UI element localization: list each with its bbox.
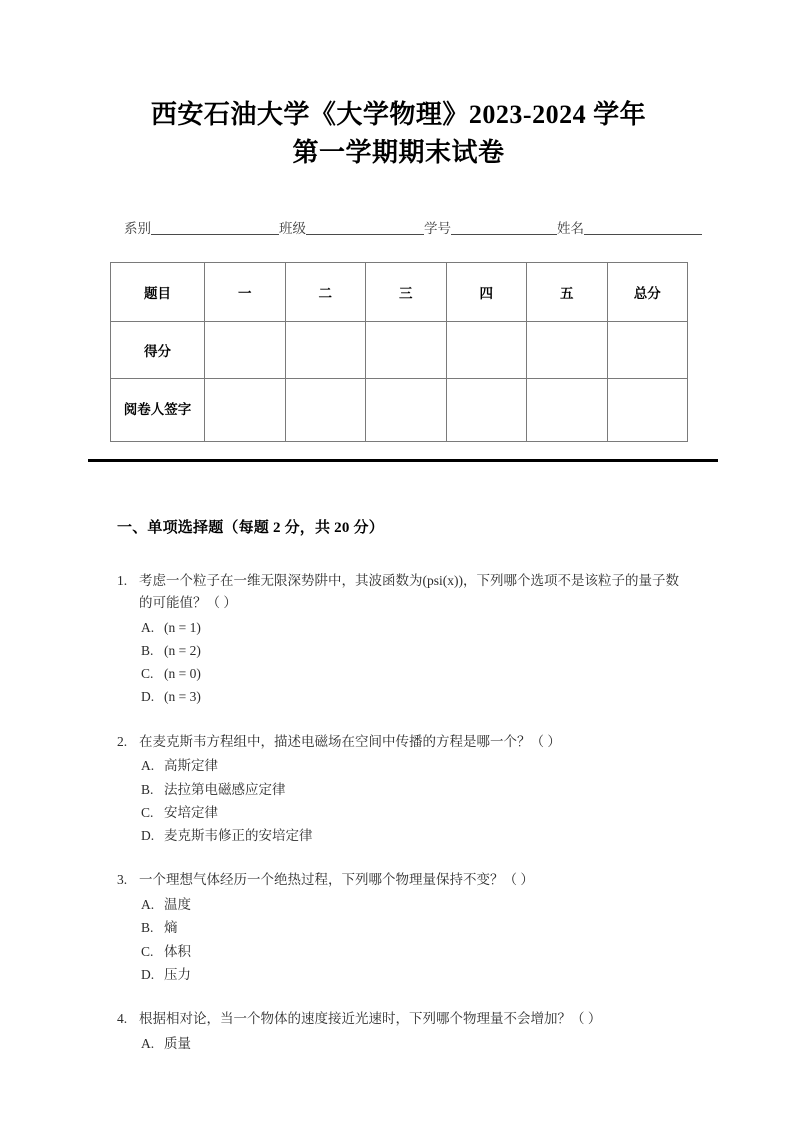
signature-cell[interactable]: [527, 379, 608, 442]
score-cell[interactable]: [205, 322, 286, 379]
option-item[interactable]: [141, 963, 679, 986]
option-letter: B.: [141, 920, 154, 936]
score-table-header-cell: 四: [446, 263, 527, 322]
question-list: [117, 570, 679, 1071]
signature-cell[interactable]: [205, 379, 286, 442]
option-text: 压力: [164, 966, 191, 982]
option-item[interactable]: [141, 801, 679, 824]
option-list: [117, 1032, 679, 1055]
name-field: [557, 221, 702, 235]
option-item[interactable]: [141, 639, 679, 662]
option-item[interactable]: [141, 916, 679, 939]
question-number: 2.: [117, 733, 128, 749]
option-text: 温度: [164, 897, 191, 913]
class-field: [279, 221, 424, 235]
option-item[interactable]: [141, 662, 679, 685]
score-cell[interactable]: [607, 322, 688, 379]
option-letter: B.: [141, 642, 154, 658]
question-number: 3.: [117, 872, 128, 888]
score-row-label: 得分: [111, 322, 205, 379]
question-item-4: [117, 1008, 679, 1055]
option-text: (n = 2): [164, 642, 201, 658]
question-body: 在麦克斯韦方程组中，描述电磁场在空间中传播的方程是哪一个？（ ）: [139, 733, 561, 749]
dept-label: 系别: [124, 220, 151, 236]
score-table-header-cell: 总分: [607, 263, 688, 322]
option-item[interactable]: [141, 754, 679, 777]
page-title: [0, 0, 793, 171]
option-item[interactable]: [141, 778, 679, 801]
option-letter: A.: [141, 897, 155, 913]
option-list: [117, 754, 679, 847]
option-text: 高斯定律: [164, 758, 218, 774]
student-id-label: 学号: [424, 220, 451, 236]
option-text: (n = 3): [164, 689, 201, 705]
option-text: 法拉第电磁感应定律: [164, 781, 286, 797]
score-table-header-cell: 题目: [111, 263, 205, 322]
option-text: 安培定律: [164, 804, 218, 820]
score-table-header-cell: 五: [527, 263, 608, 322]
question-body: 考虑一个粒子在一维无限深势阱中，其波函数为(psi(x))，下列哪个选项不是该粒子的量子数的可能值？（ ）: [139, 573, 679, 610]
section-heading-1: 一、单项选择题（每题 2 分，共 20 分）: [117, 520, 384, 536]
option-item[interactable]: [141, 824, 679, 847]
option-text: 熵: [164, 920, 178, 936]
score-table: [110, 262, 688, 442]
table-row-score: [111, 322, 688, 379]
option-item[interactable]: [141, 685, 679, 708]
option-list: [117, 893, 679, 986]
option-text: (n = 0): [164, 666, 201, 682]
option-text: (n = 1): [164, 619, 201, 635]
option-item[interactable]: [141, 616, 679, 639]
score-table-header-cell: 三: [366, 263, 447, 322]
score-cell[interactable]: [285, 322, 366, 379]
question-number: 1.: [117, 573, 128, 588]
signature-cell[interactable]: [366, 379, 447, 442]
option-letter: A.: [141, 1035, 155, 1051]
option-letter: A.: [141, 758, 155, 774]
question-item-3: [117, 869, 679, 986]
table-row-signature: [111, 379, 688, 442]
page-title-line-2: 第一学期期末试卷: [292, 137, 505, 167]
question-number: 4.: [117, 1011, 128, 1027]
option-item[interactable]: [141, 1032, 679, 1055]
option-letter: C.: [141, 943, 154, 959]
score-cell[interactable]: [527, 322, 608, 379]
score-table-header-cell: 一: [205, 263, 286, 322]
name-blank[interactable]: [584, 221, 702, 235]
student-id-blank[interactable]: [451, 221, 557, 235]
question-item-1: [117, 570, 679, 709]
section-divider: [88, 459, 718, 462]
option-text: 麦克斯韦修正的安培定律: [164, 828, 313, 844]
dept-blank[interactable]: [151, 221, 279, 235]
option-letter: A.: [141, 619, 155, 635]
option-item[interactable]: [141, 893, 679, 916]
signature-row-label: 阅卷人签字: [111, 379, 205, 442]
score-cell[interactable]: [366, 322, 447, 379]
option-text: 质量: [164, 1035, 191, 1051]
table-row-header: [111, 263, 688, 322]
option-letter: D.: [141, 966, 155, 982]
signature-cell[interactable]: [607, 379, 688, 442]
option-letter: D.: [141, 689, 155, 705]
option-letter: D.: [141, 828, 155, 844]
option-list: [117, 616, 679, 709]
question-text: [117, 731, 679, 753]
question-item-2: [117, 731, 679, 848]
option-text: 体积: [164, 943, 191, 959]
question-text: [117, 570, 679, 614]
dept-field: [124, 221, 279, 235]
score-cell[interactable]: [446, 322, 527, 379]
class-label: 班级: [279, 220, 306, 236]
option-letter: C.: [141, 804, 154, 820]
question-text: [117, 1008, 679, 1030]
question-text: [117, 869, 679, 891]
score-table-header-cell: 二: [285, 263, 366, 322]
page-title-line-1: 西安石油大学《大学物理》2023-2024 学年: [150, 100, 647, 129]
option-letter: B.: [141, 781, 154, 797]
signature-cell[interactable]: [285, 379, 366, 442]
option-item[interactable]: [141, 940, 679, 963]
question-body: 一个理想气体经历一个绝热过程，下列哪个物理量保持不变？（ ）: [139, 872, 534, 888]
class-blank[interactable]: [306, 221, 424, 235]
student-info-line: [124, 221, 687, 235]
question-body: 根据相对论，当一个物体的速度接近光速时，下列哪个物理量不会增加？（ ）: [139, 1011, 602, 1027]
student-id-field: [424, 221, 557, 235]
option-letter: C.: [141, 666, 154, 682]
signature-cell[interactable]: [446, 379, 527, 442]
name-label: 姓名: [557, 220, 584, 236]
